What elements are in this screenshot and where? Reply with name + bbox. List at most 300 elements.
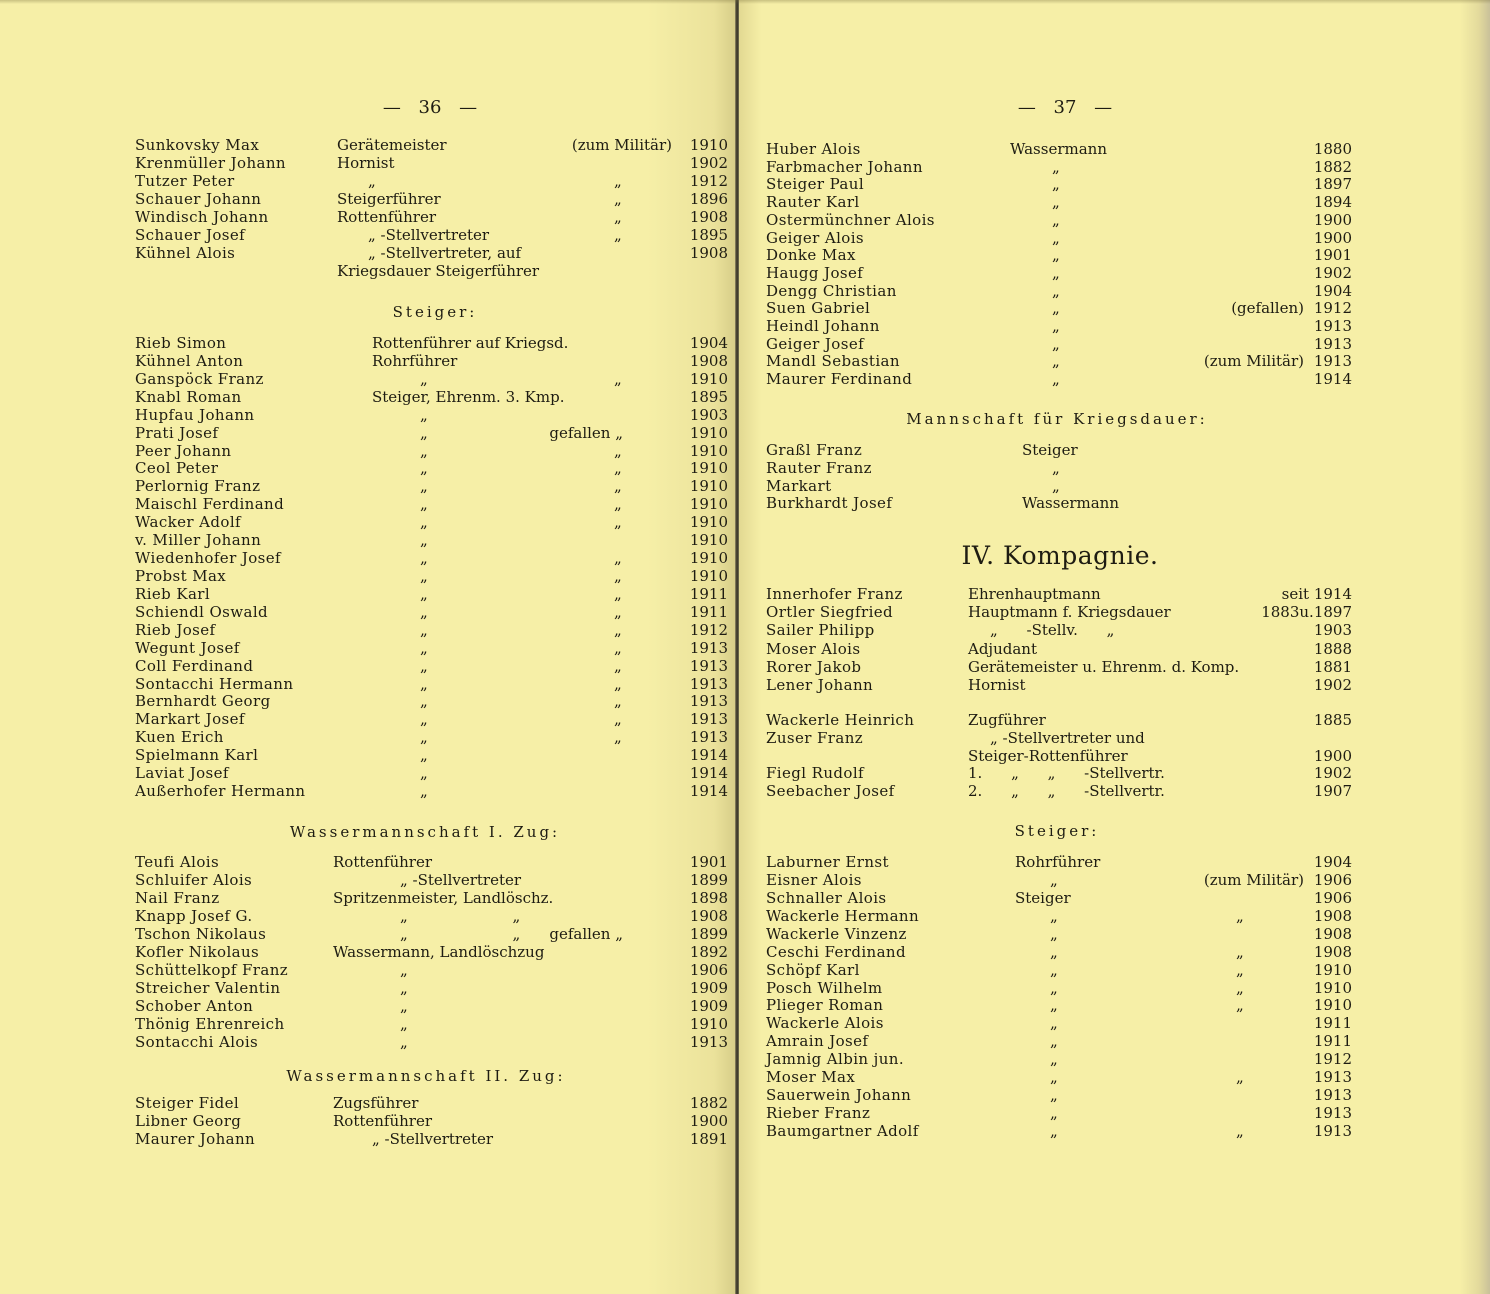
member-row (739, 602, 1490, 622)
member-note: „ (614, 495, 622, 514)
member-name: Wackerle Hermann (766, 906, 920, 925)
member-year: 1910 (689, 459, 728, 478)
member-name: Sontacchi Hermann (135, 674, 294, 693)
member-name: Kuen Erich (135, 728, 224, 747)
member-row (0, 243, 736, 263)
member-row (739, 493, 1490, 513)
member-year: 1898 (689, 889, 728, 907)
member-role: „ (1050, 1014, 1058, 1033)
member-role: Wassermann (1022, 494, 1119, 513)
member-year: 1906 (1313, 870, 1352, 889)
member-year: 1902 (1313, 676, 1352, 694)
member-role: „ (420, 441, 428, 460)
member-row (0, 1032, 736, 1052)
member-year: 1914 (689, 764, 728, 783)
member-name: Krenmüller Johann (135, 154, 286, 172)
member-year: 1910 (689, 369, 728, 388)
member-role: „ (400, 979, 408, 997)
member-name: Rieber Franz (766, 1104, 871, 1122)
member-year: 1902 (1313, 263, 1352, 282)
member-role: „ -Stellvertreter und (990, 728, 1145, 747)
member-role: „ (1052, 317, 1060, 335)
member-name: v. Miller Johann (135, 531, 262, 550)
member-year: 1888 (1313, 639, 1352, 658)
member-row (0, 888, 736, 908)
member-role: „ (1050, 996, 1058, 1015)
member-row (0, 171, 736, 191)
member-year: 1913 (1313, 352, 1352, 371)
member-year: 1913 (689, 638, 728, 657)
member-name: Wegunt Josef (135, 638, 240, 657)
member-name: Tutzer Peter (135, 172, 235, 190)
member-note: (zum Militär) (1203, 352, 1304, 371)
member-role: „ (1052, 246, 1060, 265)
member-role: „ (1050, 978, 1058, 997)
member-note: „ (614, 441, 622, 460)
member-name: Schüttelkopf Franz (135, 961, 289, 979)
member-year: 1911 (689, 602, 728, 621)
section-heading: Wassermannschaft I. Zug: (289, 823, 561, 841)
member-year: 1900 (1313, 210, 1352, 229)
member-row (0, 1111, 736, 1131)
member-role: „ (420, 638, 428, 657)
member-name: Geiger Alois (766, 228, 865, 247)
member-name: Schauer Josef (135, 226, 246, 244)
member-row (0, 261, 736, 281)
member-role: „ (420, 369, 428, 388)
member-year: 1900 (689, 1112, 728, 1130)
member-role: „ (1052, 157, 1060, 176)
member-note: „ (1236, 978, 1244, 997)
member-role: „ (1052, 281, 1060, 300)
member-note: „ (614, 728, 622, 747)
member-name: Windisch Johann (135, 208, 269, 226)
member-role: „ (420, 423, 428, 442)
member-role: Rottenführer (333, 1112, 433, 1130)
member-role: „ (420, 567, 428, 585)
top-edge-shadow (0, 0, 1490, 4)
member-year: 1910 (1313, 996, 1352, 1015)
member-name: Teufi Alois (135, 853, 220, 871)
member-year: 1885 (1313, 711, 1352, 729)
member-role: „ (1052, 210, 1060, 229)
member-role: „ -Stellv. „ (990, 621, 1115, 640)
member-row (739, 620, 1490, 640)
member-role: „ (420, 728, 428, 747)
member-year: 1899 (689, 871, 728, 889)
member-row (739, 870, 1490, 890)
member-role: 2. „ „ -Stellvertr. (968, 782, 1165, 801)
member-name: Schöpf Karl (766, 960, 860, 979)
left-page (0, 0, 736, 1294)
member-year: 1904 (1313, 281, 1352, 300)
member-name: Schiendl Oswald (135, 602, 269, 621)
member-row (739, 1103, 1490, 1123)
member-row (739, 1049, 1490, 1069)
member-year: 1904 (1313, 853, 1352, 871)
member-note: „ (614, 674, 622, 693)
member-role: „ -Stellvertreter (368, 226, 490, 244)
member-role: Steiger-Rottenführer (968, 746, 1128, 765)
member-name: Spielmann Karl (135, 746, 259, 765)
member-year: 1906 (1313, 888, 1352, 907)
member-name: Posch Wilhelm (766, 978, 883, 997)
member-note: „ (614, 656, 622, 675)
member-year: 1903 (689, 405, 728, 424)
member-row (0, 207, 736, 227)
member-role: „ (420, 459, 428, 478)
member-year: 1909 (689, 979, 728, 997)
member-name: Maurer Ferdinand (766, 370, 913, 389)
member-row (0, 135, 736, 155)
member-year: 1913 (1313, 1104, 1352, 1122)
member-role: „ (368, 172, 376, 190)
member-role: Rohrführer (372, 351, 458, 370)
member-year: 1882 (1313, 157, 1352, 176)
member-role: „ (420, 764, 428, 783)
member-note: „ (614, 692, 622, 711)
member-row (0, 727, 736, 747)
member-name: Graßl Franz (766, 441, 863, 459)
member-role: „ (420, 584, 428, 603)
member-year: 1881 (1313, 657, 1352, 676)
member-note: „ (1236, 996, 1244, 1015)
member-year: 1910 (689, 513, 728, 532)
member-year: 1902 (1313, 764, 1352, 783)
member-role: „ (1050, 924, 1058, 943)
member-year: 1914 (689, 782, 728, 800)
member-note: „ (614, 710, 622, 729)
member-name: Rieb Josef (135, 620, 216, 639)
member-year: 1914 (1313, 370, 1352, 389)
member-role: Wassermann (1010, 140, 1107, 158)
member-year: 1901 (1313, 246, 1352, 265)
member-year: 1910 (689, 441, 728, 460)
member-row (0, 1129, 736, 1149)
member-name: Eisner Alois (766, 870, 862, 889)
member-role: „ (1050, 1122, 1058, 1140)
member-year: 1910 (1313, 978, 1352, 997)
member-role: Ehrenhauptmann (968, 585, 1101, 603)
member-year: 1910 (689, 1015, 728, 1033)
member-name: Maurer Johann (135, 1130, 256, 1148)
member-row (739, 942, 1490, 962)
member-note: „ (614, 620, 622, 639)
member-role: Adjudant (968, 639, 1037, 658)
member-name: Geiger Josef (766, 334, 865, 353)
member-role: „ (400, 1033, 408, 1051)
member-role: „ (420, 656, 428, 675)
member-year: 1910 (689, 549, 728, 567)
member-name: Baumgartner Adolf (766, 1122, 919, 1140)
member-role: „ -Stellvertreter (400, 871, 522, 889)
member-name: Wiedenhofer Josef (135, 549, 281, 567)
member-role: Rottenführer auf Kriegsd. (372, 334, 569, 352)
member-year: 1883u.1897 (1261, 603, 1352, 622)
member-year: 1912 (689, 620, 728, 639)
member-year: 1913 (689, 656, 728, 675)
member-role: Spritzenmeister, Landlöschz. (333, 889, 554, 907)
member-name: Ortler Siegfried (766, 603, 894, 622)
member-name: Heindl Johann (766, 317, 880, 335)
member-year: 1897 (1313, 175, 1352, 194)
member-note: „ (1236, 1068, 1244, 1087)
member-note: „ (614, 567, 622, 585)
member-year: 1911 (1313, 1014, 1352, 1033)
member-role: „ (420, 782, 428, 800)
member-name: Jamnig Albin jun. (766, 1050, 905, 1069)
member-row (739, 1121, 1490, 1141)
member-role: Steiger (1015, 888, 1071, 907)
member-year: 1913 (1313, 1086, 1352, 1105)
member-row (739, 584, 1490, 604)
member-role: „ (420, 513, 428, 532)
member-year: 1913 (689, 710, 728, 729)
section-heading: Mannschaft für Kriegsdauer: (906, 410, 1208, 428)
member-row (0, 942, 736, 962)
member-name: Rauter Franz (766, 458, 872, 477)
member-row (0, 369, 736, 389)
member-role: Gerätemeister u. Ehrenm. d. Komp. (968, 657, 1240, 676)
member-name: Sailer Philipp (766, 621, 875, 640)
member-year: 1899 (689, 925, 728, 943)
member-role: „ (1052, 299, 1060, 318)
member-note: „ (614, 190, 622, 208)
member-year: 1913 (1313, 1122, 1352, 1140)
member-role: Zugsführer (333, 1094, 419, 1112)
member-role: „ (420, 620, 428, 639)
member-role: „ (1052, 476, 1060, 495)
company-title: IV. Kompagnie. (961, 541, 1159, 570)
member-note: „ (614, 172, 622, 190)
member-year: 1895 (689, 226, 728, 244)
member-year: 1910 (689, 423, 728, 442)
member-name: Knabl Roman (135, 387, 242, 406)
member-role: „ (1052, 370, 1060, 389)
member-role: „ (420, 692, 428, 711)
member-role: „ (420, 674, 428, 693)
member-year: 1894 (1313, 193, 1352, 212)
member-role: „ (1050, 1032, 1058, 1051)
member-row (0, 960, 736, 980)
member-note: „ (614, 459, 622, 478)
member-year: 1913 (1313, 334, 1352, 353)
member-name: Suen Gabriel (766, 299, 871, 318)
member-name: Thönig Ehrenreich (135, 1015, 285, 1033)
member-role: Hornist (968, 676, 1026, 694)
member-year: 1908 (689, 244, 728, 262)
member-row (0, 548, 736, 568)
member-row (739, 657, 1490, 677)
member-role: Steigerführer (337, 190, 441, 208)
member-name: Dengg Christian (766, 281, 897, 300)
member-name: Schauer Johann (135, 190, 262, 208)
member-year: 1913 (689, 728, 728, 747)
member-name: Rieb Simon (135, 334, 227, 352)
member-role: „ (1050, 960, 1058, 979)
member-name: Moser Max (766, 1068, 856, 1087)
member-name: Streicher Valentin (135, 979, 281, 997)
member-role: „ (420, 405, 428, 424)
member-name: Markart (766, 476, 832, 495)
member-role: „ (420, 746, 428, 765)
member-name: Farbmacher Johann (766, 157, 923, 176)
member-row (739, 781, 1490, 801)
member-year: 1913 (1313, 317, 1352, 335)
member-name: Sunkovsky Max (135, 136, 260, 154)
member-note: „ (614, 513, 622, 532)
member-name: Ceol Peter (135, 459, 219, 478)
member-role: „ (1050, 1068, 1058, 1087)
member-role: „ (1052, 175, 1060, 194)
member-row (0, 978, 736, 998)
member-role: „ (1052, 263, 1060, 282)
member-year: 1912 (1313, 1050, 1352, 1069)
member-role: „ (1050, 1104, 1058, 1122)
member-name: Ganspöck Franz (135, 369, 264, 388)
member-row (0, 153, 736, 173)
member-name: Markart Josef (135, 710, 245, 729)
member-name: Donke Max (766, 246, 856, 265)
member-row (0, 852, 736, 872)
member-year: 1914 (689, 746, 728, 765)
member-name: Moser Alois (766, 639, 861, 658)
member-role: „ (420, 549, 428, 567)
member-year: 1908 (689, 208, 728, 226)
member-name: Steiger Paul (766, 175, 865, 194)
member-row (0, 781, 736, 801)
member-name: Schnaller Alois (766, 888, 887, 907)
right-page (739, 0, 1490, 1294)
member-year: 1908 (1313, 906, 1352, 925)
member-note: „ (614, 584, 622, 603)
member-name: Probst Max (135, 567, 227, 585)
member-name: Hupfau Johann (135, 405, 255, 424)
member-role: „ (1052, 193, 1060, 212)
member-name: Plieger Roman (766, 996, 884, 1015)
member-year: 1911 (689, 584, 728, 603)
member-year: 1908 (689, 351, 728, 370)
member-role: „ (400, 997, 408, 1015)
member-role: „ (420, 477, 428, 496)
member-name: Amrain Josef (766, 1032, 869, 1051)
member-name: Laburner Ernst (766, 853, 889, 871)
member-year: 1906 (689, 961, 728, 979)
member-role: Rohrführer (1015, 853, 1101, 871)
member-role: „ (1052, 334, 1060, 353)
member-name: Kofler Nikolaus (135, 943, 260, 961)
member-year: seit 1914 (1281, 585, 1352, 603)
member-name: Peer Johann (135, 441, 232, 460)
member-name: Burkhardt Josef (766, 494, 893, 513)
member-year: 1913 (689, 1033, 728, 1051)
member-role: Gerätemeister (337, 136, 447, 154)
member-row (0, 458, 736, 478)
section-heading: Steiger: (1014, 822, 1100, 840)
member-name: Knapp Josef G. (135, 907, 253, 925)
member-note: „ (614, 369, 622, 388)
member-row (739, 369, 1490, 389)
member-role: Zugführer (968, 711, 1046, 729)
member-note: „ (1236, 1122, 1244, 1140)
member-name: Coll Ferdinand (135, 656, 254, 675)
member-role: „ (1052, 458, 1060, 477)
member-role: „ „ (400, 907, 521, 925)
section-heading: Wassermannschaft II. Zug: (286, 1067, 566, 1085)
member-year: 1907 (1313, 782, 1352, 801)
member-name: Libner Georg (135, 1112, 242, 1130)
member-role: „ -Stellvertreter, auf (368, 244, 522, 262)
member-year: 1901 (689, 853, 728, 871)
member-role: Hornist (337, 154, 395, 172)
member-year: 1910 (689, 136, 728, 154)
member-name: Wackerle Heinrich (766, 711, 915, 729)
member-note: (zum Militär) (1203, 870, 1304, 889)
member-year: 1895 (689, 387, 728, 406)
member-row (0, 638, 736, 658)
member-name: Bernhardt Georg (135, 692, 271, 711)
member-role: Hauptmann f. Kriegsdauer (968, 603, 1171, 622)
member-year: 1910 (689, 495, 728, 514)
member-row (0, 1093, 736, 1113)
member-role: „ (1052, 352, 1060, 371)
member-name: Rorer Jakob (766, 657, 862, 676)
member-name: Haugg Josef (766, 263, 864, 282)
member-row (739, 675, 1490, 695)
member-name: Rauter Karl (766, 193, 860, 212)
member-year: 1908 (1313, 924, 1352, 943)
member-note: (zum Militär) (571, 136, 672, 154)
member-name: Wacker Adolf (135, 513, 241, 532)
member-year: 1904 (689, 334, 728, 352)
member-note: (gefallen) (1231, 299, 1304, 318)
member-year: 1913 (689, 674, 728, 693)
member-year: 1902 (689, 154, 728, 172)
member-note: „ (614, 477, 622, 496)
member-note: „ (614, 602, 622, 621)
member-row (0, 906, 736, 926)
member-note: „ (1236, 906, 1244, 925)
member-name: Außerhofer Hermann (135, 782, 306, 800)
member-role: „ (420, 710, 428, 729)
member-role: „ (1050, 1086, 1058, 1105)
member-role: Rottenführer (337, 208, 437, 226)
member-row (0, 870, 736, 890)
member-name: Sauerwein Johann (766, 1086, 912, 1105)
member-year: 1910 (689, 477, 728, 496)
member-name: Huber Alois (766, 140, 861, 158)
member-year: 1909 (689, 997, 728, 1015)
member-year: 1896 (689, 190, 728, 208)
member-name: Fiegl Rudolf (766, 764, 864, 783)
member-row (739, 995, 1490, 1015)
member-row (739, 639, 1490, 659)
member-name: Ostermünchner Alois (766, 210, 935, 229)
member-year: 1910 (1313, 960, 1352, 979)
member-year: 1882 (689, 1094, 728, 1112)
member-role: „ (400, 961, 408, 979)
member-note: gefallen „ (549, 423, 623, 442)
member-year: 1880 (1313, 140, 1352, 158)
member-name: Perlornig Franz (135, 477, 261, 496)
member-name: Tschon Nikolaus (135, 925, 267, 943)
member-role: „ „ (400, 925, 521, 943)
member-role: 1. „ „ -Stellvertr. (968, 764, 1165, 783)
member-row (0, 1014, 736, 1034)
member-year: 1912 (689, 172, 728, 190)
page-number: — 36 — (382, 97, 478, 118)
member-year: 1910 (689, 567, 728, 585)
